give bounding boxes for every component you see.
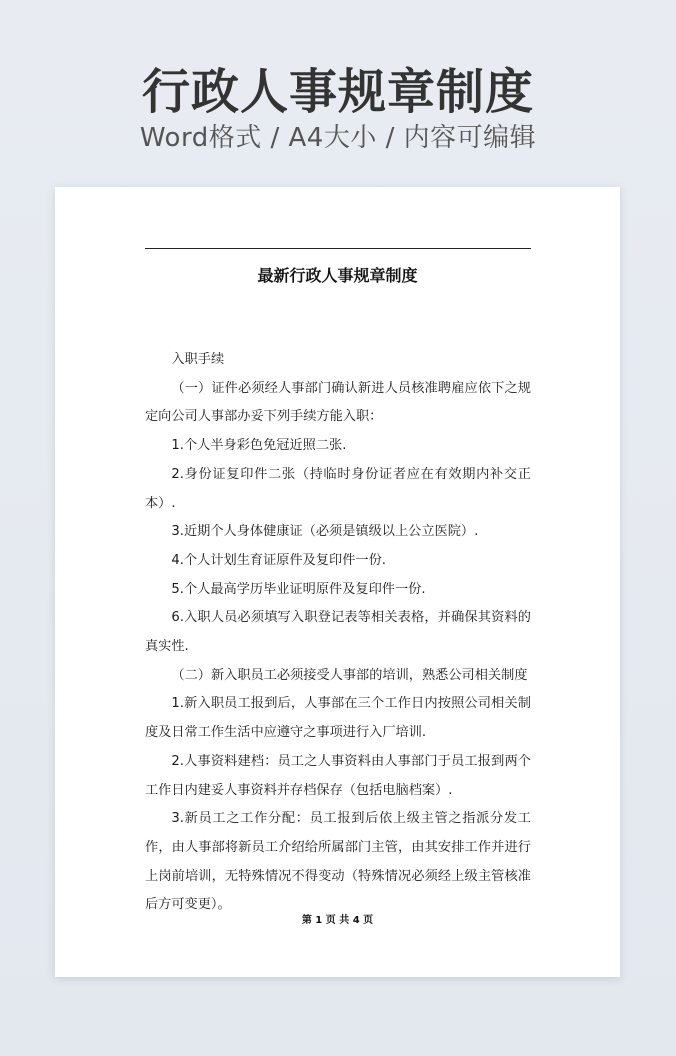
paragraph-section-heading: 入职手续 <box>171 352 225 367</box>
document-title: 最新行政人事规章制度 <box>257 266 418 285</box>
banner <box>0 0 676 186</box>
paragraph: （二）新入职员工必须接受人事部的培训，熟悉公司相关制度 <box>171 667 528 683</box>
document-body <box>145 346 531 920</box>
document-page <box>55 187 620 977</box>
paragraph: 3.近期个人身体健康证（必须是镇级以上公立医院）. <box>171 524 479 540</box>
paragraph: 4.个人计划生育证原件及复印件一份. <box>171 552 386 568</box>
paragraph: 5.个人最高学历毕业证明原件及复印件一份. <box>171 581 426 597</box>
paragraph: 3.新员工之工作分配：员工报到后依上级主管之指派分发工作，由人事部将新员工介绍给所属部门主管，由其安排工作并进行上岗前培训，无特殊情况不得变动（特殊情况必须经上级主管核准后方可变更）。 <box>145 811 531 913</box>
banner-subtitle: Word格式 / A4大小 / 内容可编辑 <box>139 123 537 153</box>
paragraph: 1.个人半身彩色免冠近照二张. <box>171 438 347 454</box>
paragraph: 2.身份证复印件二张（持临时身份证者应在有效期内补交正本）. <box>145 466 531 511</box>
banner-title: 行政人事规章制度 <box>141 64 534 120</box>
header-rule <box>145 248 531 249</box>
page-number-footer: 第 1 页 共 4 页 <box>301 915 374 926</box>
paragraph: 1.新入职员工报到后，人事部在三个工作日内按照公司相关制度及日常工作生活中应遵守之事项进行入厂培训. <box>145 696 531 741</box>
paragraph: 6.入职人员必须填写入职登记表等相关表格，并确保其资料的真实性. <box>145 610 531 655</box>
paragraph: （一）证件必须经人事部门确认新进人员核准聘雇应依下之规定向公司人事部办妥下列手续方能入职： <box>145 380 531 425</box>
paragraph: 2.人事资料建档：员工之人事资料由人事部门于员工报到两个工作日内建妥人事资料并存档保存（包括电脑档案）. <box>145 753 531 798</box>
